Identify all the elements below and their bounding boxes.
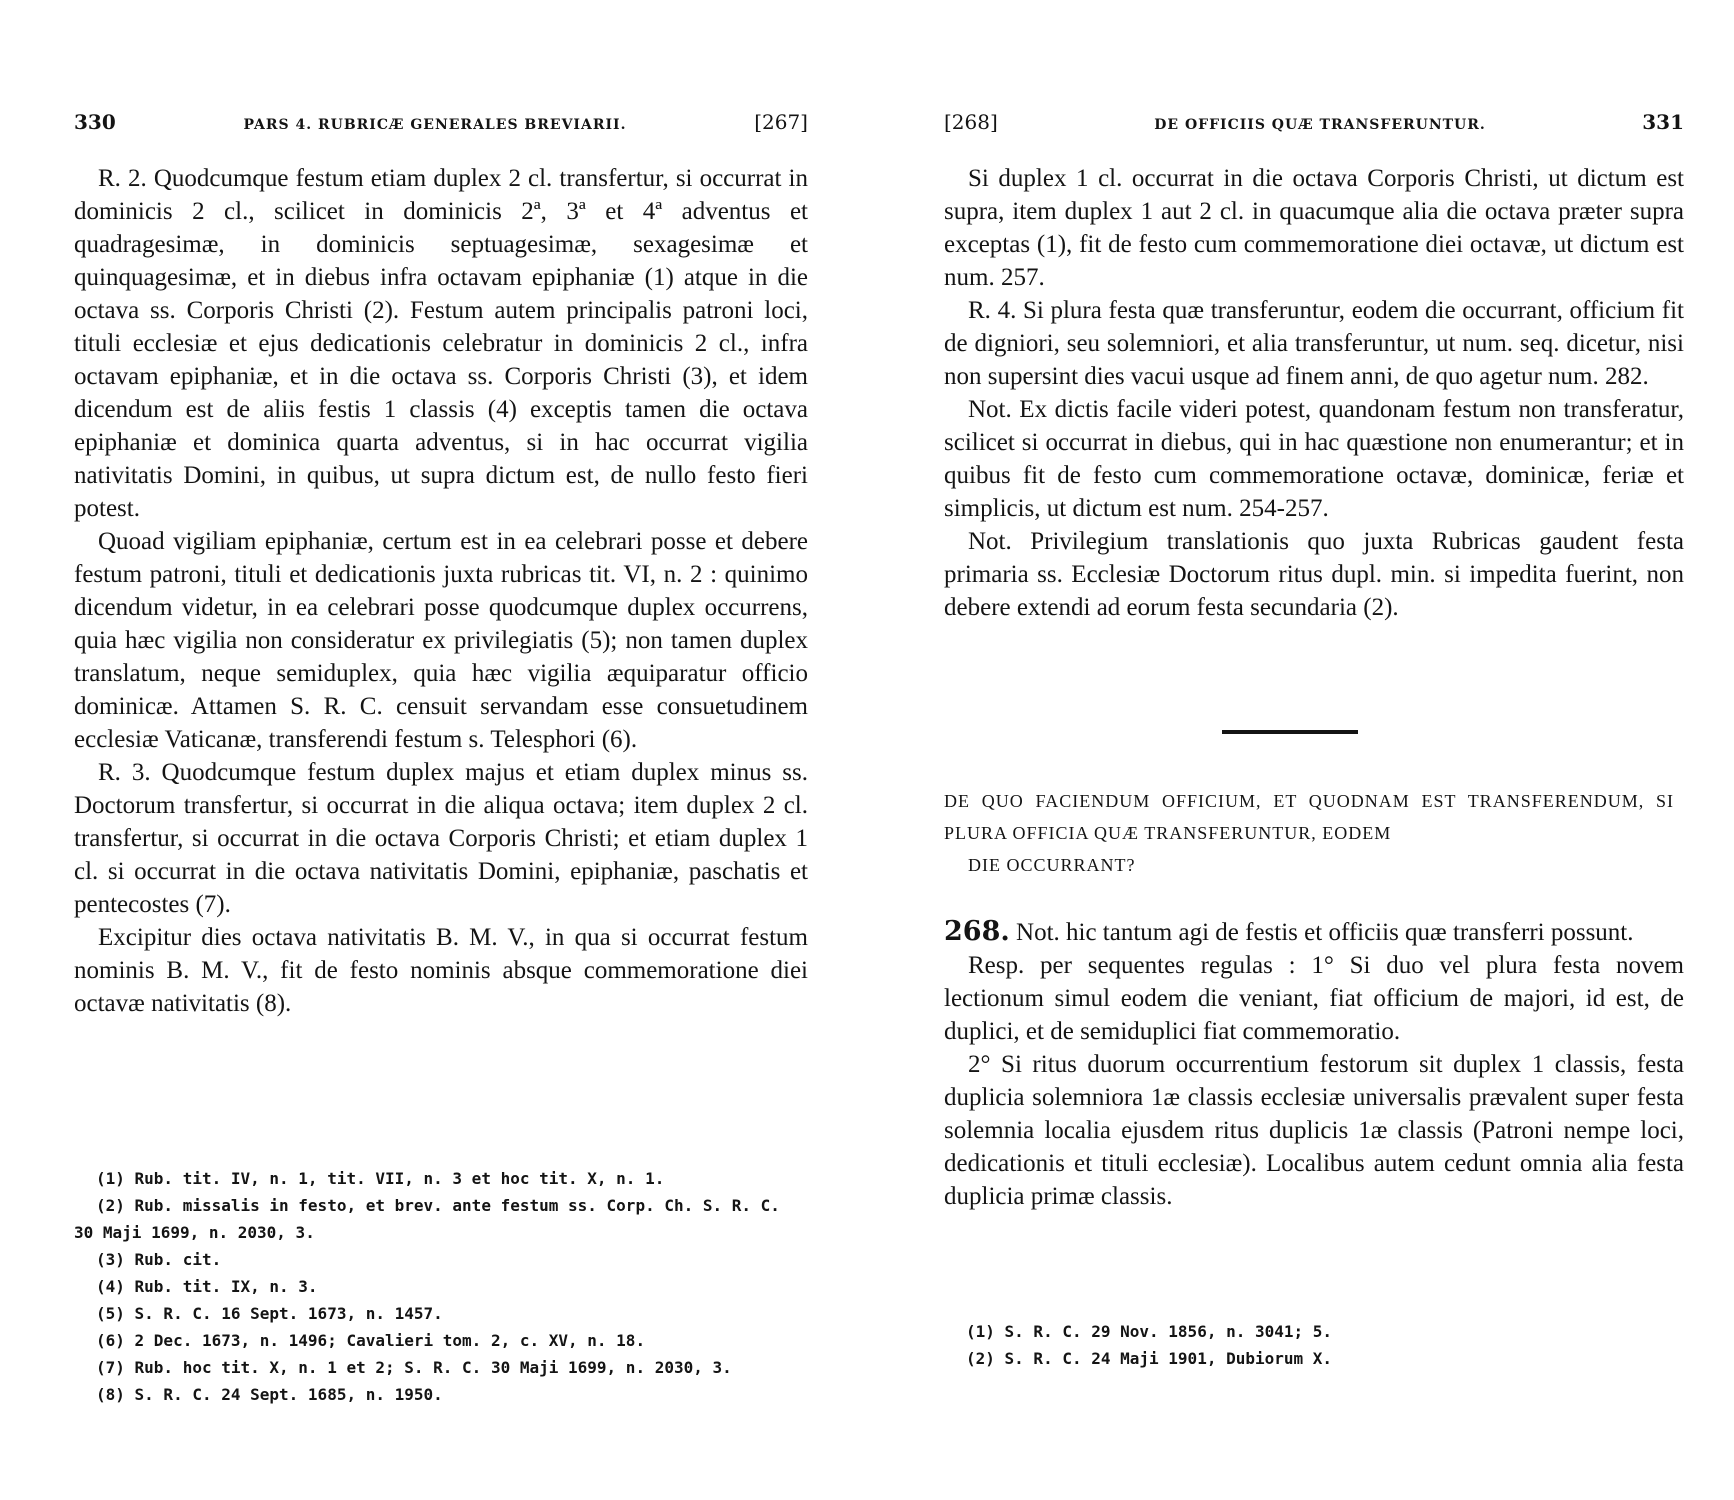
- section-reference: [267]: [754, 110, 808, 134]
- question-line: DIE OCCURRANT?: [968, 855, 1136, 875]
- section-reference: [268]: [944, 110, 998, 134]
- footnote-continuation: 30 Maji 1699, n. 2030, 3.: [74, 1223, 315, 1242]
- footnote: (2) Rub. missalis in festo, et brev. ante festum ss. Corp. Ch. S. R. C.: [96, 1196, 780, 1215]
- paragraph: Excipitur dies octava nativitatis B. M. V., in qua si occurrat festum nominis B. M. V., fit de festo nominis absque commemoratione diei octavæ nativitatis (8).: [74, 924, 808, 1017]
- article-paragraph: [944, 915, 1684, 949]
- footnote: (1) S. R. C. 29 Nov. 1856, n. 3041; 5.: [966, 1322, 1333, 1341]
- answer-text: [944, 915, 1684, 1213]
- paragraph: Not. Ex dictis facile videri potest, quandonam festum non transferatur, scilicet si occurrat in diebus, qui in hac quæstione non enumerantur; et in quibus fit de festo cum commemoratione octavæ, dominicæ, feriæ et simplicis, ut dictum est num. 254-257.: [944, 396, 1684, 522]
- article-number: 268.: [944, 916, 1010, 947]
- paragraph: Not. Privilegium translationis quo juxta Rubricas gaudent festa primaria ss. Ecclesiæ Doctorum ritus dupl. min. si impedita fuerint, non debere extendi ad eorum festa secundaria (2).: [944, 528, 1684, 621]
- footnote: (1) Rub. tit. IV, n. 1, tit. VII, n. 3 et hoc tit. X, n. 1.: [96, 1169, 665, 1188]
- footnote: (7) Rub. hoc tit. X, n. 1 et 2; S. R. C. 30 Maji 1699, n. 2030, 3.: [96, 1358, 732, 1377]
- footnote: (5) S. R. C. 16 Sept. 1673, n. 1457.: [96, 1304, 443, 1323]
- question-line: DE QUO FACIENDUM OFFICIUM, ET QUODNAM EST TRANSFERENDUM, SI PLURA OFFICIA QUÆ TRANSFERUNTUR, EODEM: [944, 791, 1674, 843]
- footnote: (6) 2 Dec. 1673, n. 1496; Cavalieri tom. 2, c. XV, n. 18.: [96, 1331, 646, 1350]
- paragraph: R. 2. Quodcumque festum etiam duplex 2 cl. transfertur, si occurrat in dominicis 2 cl., scilicet in dominicis 2ª, 3ª et 4ª adventus et quadragesimæ, in dominicis septuagesimæ, sexagesimæ et quinquagesimæ, et in diebus infra octavam epiphaniæ (1) atque in die octava ss. Corporis Christi (2). Festum autem principalis patroni loci, tituli ecclesiæ et ejus dedicationis celebratur in dominicis 2 cl., infra octavam epiphaniæ, et in die octava ss. Corporis Christi (3), et idem dicendum est de aliis festis 1 classis (4) exceptis tamen die octava epiphaniæ et dominica quarta adventus, si in hac occurrat vigilia nativitatis Domini, in quibus, ut supra dictum est, de nullo festo fieri potest.: [74, 165, 808, 522]
- article-lead: Not. hic tantum agi de festis et officiis quæ transferri possunt.: [1009, 919, 1634, 946]
- paragraph: R. 4. Si plura festa quæ transferuntur, eodem die occurrant, officium fit de digniori, seu solemniori, et alia transferuntur, ut num. seq. dicetur, nisi non supersint dies vacui usque ad finem anni, de quo agetur num. 282.: [944, 297, 1684, 390]
- section-divider: [1222, 730, 1358, 734]
- paragraph: Resp. per sequentes regulas : 1° Si duo vel plura festa novem lectionum simul eodem die veniant, fiat officium de majori, id est, de duplici, et de semiduplici fiat commemoratio.: [944, 952, 1684, 1045]
- running-head: [944, 110, 1684, 140]
- footnote: (3) Rub. cit.: [96, 1250, 222, 1269]
- right-page: [870, 0, 1684, 1500]
- page-number: 331: [1642, 110, 1684, 134]
- question-heading: [944, 785, 1674, 881]
- paragraph: Quoad vigiliam epiphaniæ, certum est in ea celebrari posse et debere festum patroni, tituli et dedicationis juxta rubricas tit. VI, n. 2 : quinimo dicendum videtur, in ea celebrari posse quodcumque duplex occurrens, quia hæc vigilia non consideratur ex privilegiatis (5); non tamen duplex translatum, neque semiduplex, quia hæc vigilia æquiparatur officio dominicæ. Attamen S. R. C. censuit servandam esse consuetudinem ecclesiæ Vaticanæ, transferendi festum s. Telesphori (6).: [74, 528, 808, 753]
- running-title: PARS 4. RUBRICÆ GENERALES BREVIARII.: [243, 117, 627, 133]
- running-head: [74, 110, 808, 140]
- body-text: [74, 162, 808, 1020]
- footnotes: [944, 1318, 1674, 1372]
- body-text: [944, 162, 1684, 624]
- paragraph: R. 3. Quodcumque festum duplex majus et etiam duplex minus ss. Doctorum transfertur, si occurrat in die aliqua octava; item duplex 2 cl. transfertur, si occurrat in die octava Corporis Christi; et etiam duplex 1 cl. si occurrat in die octava nativitatis Domini, epiphaniæ, paschatis et pentecostes (7).: [74, 759, 808, 918]
- page-number: 330: [74, 110, 116, 134]
- footnotes: [74, 1165, 804, 1408]
- running-title: DE OFFICIIS QUÆ TRANSFERUNTUR.: [1154, 117, 1486, 133]
- paragraph: Si duplex 1 cl. occurrat in die octava Corporis Christi, ut dictum est supra, item duplex 1 aut 2 cl. in quacumque alia die octava præter supra exceptas (1), fit de festo cum commemoratione diei octavæ, ut dictum est num. 257.: [944, 165, 1684, 291]
- footnote: (2) S. R. C. 24 Maji 1901, Dubiorum X.: [966, 1349, 1333, 1368]
- footnote: (4) Rub. tit. IX, n. 3.: [96, 1277, 318, 1296]
- footnote: (8) S. R. C. 24 Sept. 1685, n. 1950.: [96, 1385, 443, 1404]
- paragraph: 2° Si ritus duorum occurrentium festorum sit duplex 1 classis, festa duplicia solemniora 1æ classis ecclesiæ universalis prævalent super festa solemnia localia ejusdem ritus duplicis 1æ classis (Patroni nempe loci, dedicationis et tituli ecclesiæ). Localibus autem cedunt omnia alia festa duplicia primæ classis.: [944, 1051, 1684, 1210]
- left-page: [0, 0, 808, 1500]
